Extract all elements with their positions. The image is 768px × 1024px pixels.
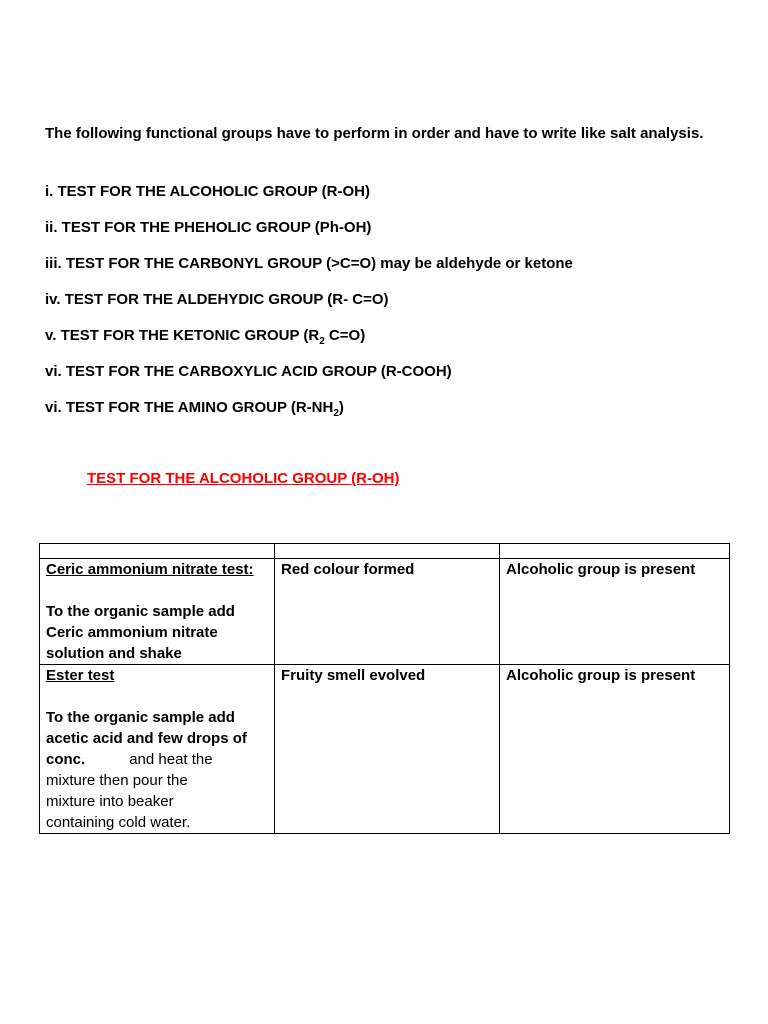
list-item: vi. TEST FOR THE AMINO GROUP $(R-NH_2)$ — [45, 399, 344, 419]
procedure-line: containing cold water. — [46, 814, 191, 831]
list-item: vi. TEST FOR THE CARBOXYLIC ACID GROUP (R-COOH) — [45, 363, 452, 380]
procedure-line: mixture then pour the — [46, 772, 188, 789]
procedure-cell — [40, 665, 275, 834]
procedure-line: To the organic sample add — [46, 709, 235, 726]
procedure-line: solution and shake — [46, 645, 182, 662]
table-header-cell — [275, 544, 500, 559]
observation-cell: Fruity smell evolved — [275, 665, 500, 834]
list-item: iv. TEST FOR THE ALDEHYDIC GROUP (R- C=O) — [45, 291, 389, 308]
test-title: Ester test — [46, 667, 115, 684]
list-item: iii. TEST FOR THE CARBONYL GROUP (>C=O) may be aldehyde or ketone — [45, 255, 573, 272]
list-item: v. TEST FOR THE KETONIC GROUP ($R_2$ C=O) — [45, 327, 366, 347]
test-title: Ceric ammonium nitrate test: — [46, 561, 254, 578]
list-item: i. TEST FOR THE ALCOHOLIC GROUP (R-OH) — [45, 183, 370, 200]
section-heading: TEST FOR THE ALCOHOLIC GROUP (R-OH) — [87, 470, 400, 487]
procedure-line: Ceric ammonium nitrate — [46, 624, 218, 641]
observation-cell: Red colour formed — [275, 559, 500, 665]
procedure-line: mixture into beaker — [46, 793, 174, 810]
table-row — [40, 665, 730, 834]
procedure-line: conc. and heat the — [46, 751, 213, 768]
results-table — [39, 543, 730, 834]
procedure-line: To the organic sample add — [46, 603, 235, 620]
table-header-row — [40, 544, 730, 559]
intro-text: The following functional groups have to perform in order and have to write like salt analysis. — [45, 125, 704, 142]
procedure-cell — [40, 559, 275, 665]
table-header-cell — [40, 544, 275, 559]
procedure-line: acetic acid and few drops of — [46, 730, 247, 747]
list-item: ii. TEST FOR THE PHEHOLIC GROUP (Ph-OH) — [45, 219, 372, 236]
table-header-cell — [500, 544, 730, 559]
table-row — [40, 559, 730, 665]
functional-group-list — [45, 180, 573, 432]
inference-cell: Alcoholic group is present — [500, 559, 730, 665]
inference-cell: Alcoholic group is present — [500, 665, 730, 834]
